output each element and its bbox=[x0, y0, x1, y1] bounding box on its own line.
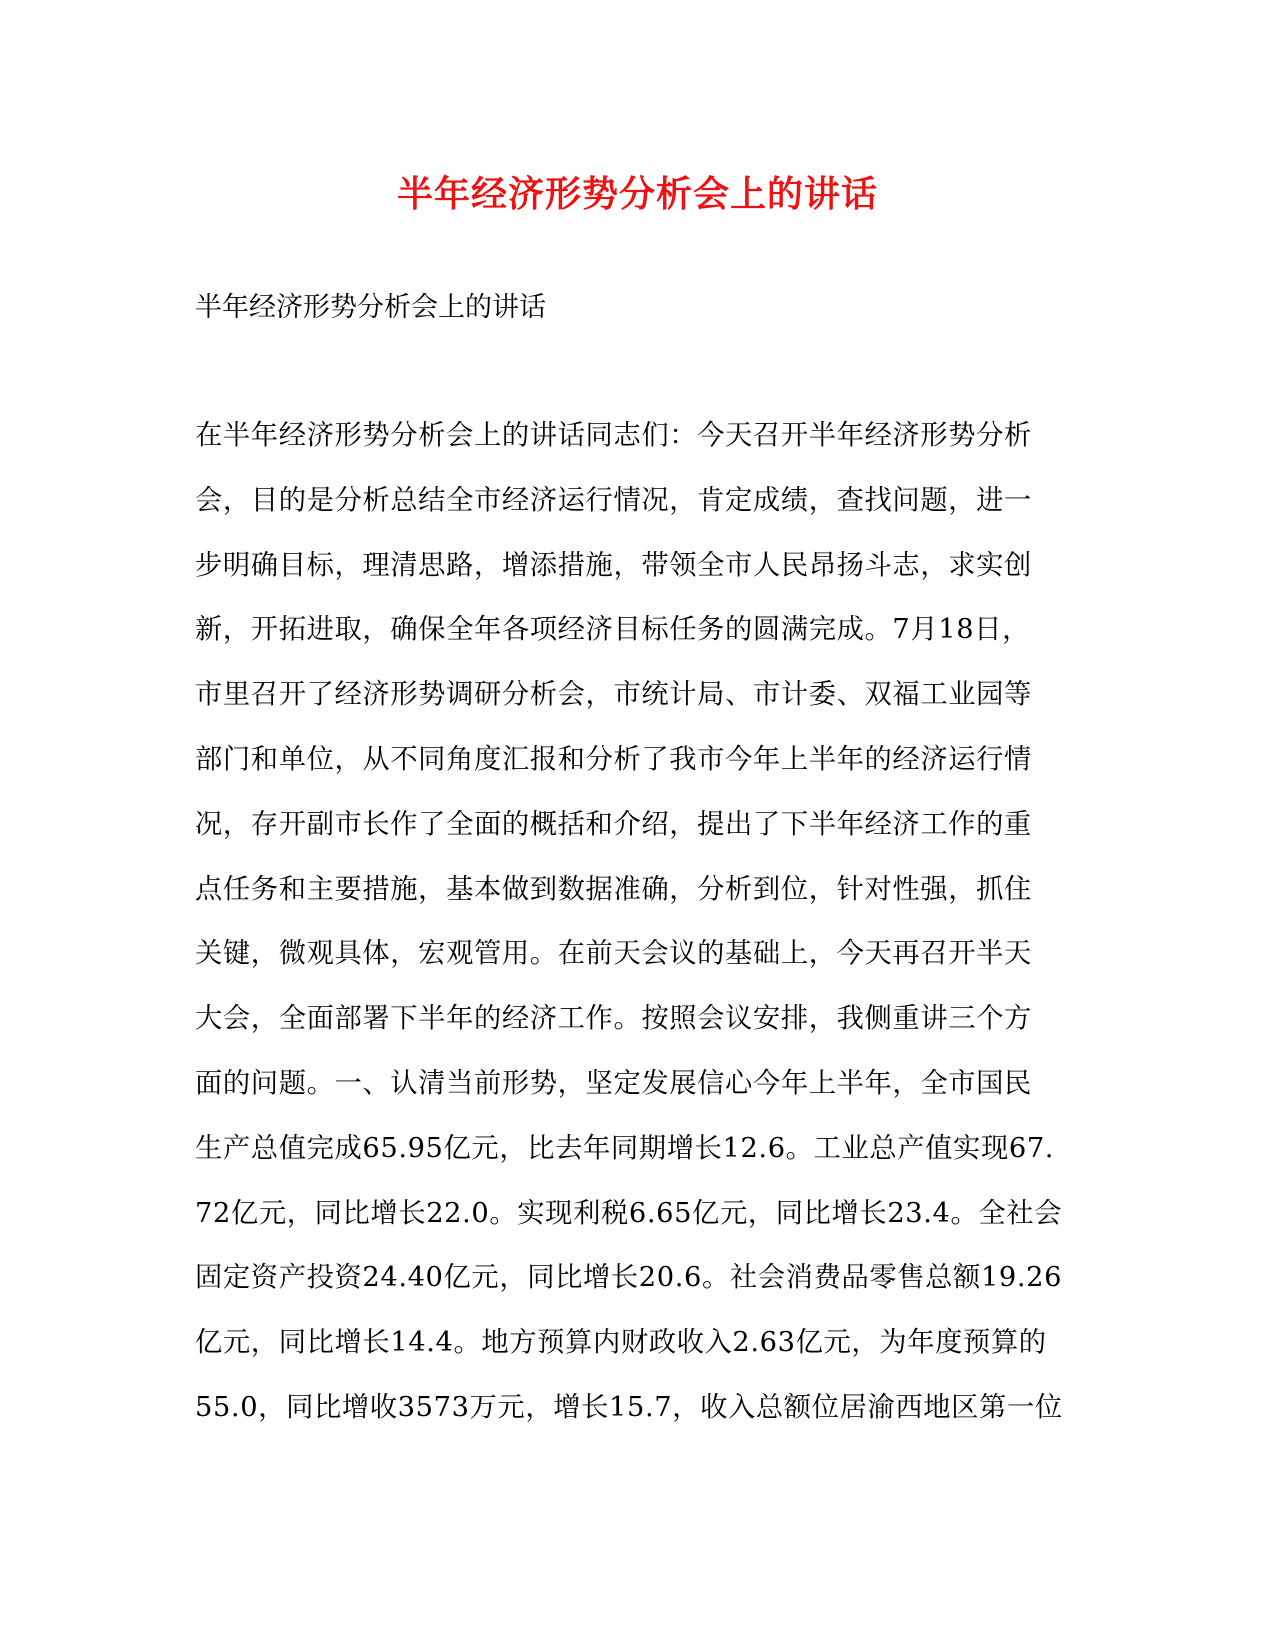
body-line: 72亿元，同比增长22.0。实现利税6.65亿元，同比增长23.4。全社会 bbox=[195, 1197, 1063, 1229]
body-line: 亿元，同比增长14.4。地方预算内财政收入2.63亿元，为年度预算的 bbox=[195, 1327, 1047, 1359]
body-line: 会，目的是分析总结全市经济运行情况，肯定成绩，查找问题，进一 bbox=[195, 484, 1032, 516]
body-line: 部门和单位，从不同角度汇报和分析了我市今年上半年的经济运行情 bbox=[195, 743, 1032, 775]
body-line: 步明确目标，理清思路，增添措施，带领全市人民昂扬斗志，求实创 bbox=[195, 549, 1032, 581]
document-subtitle: 半年经济形势分析会上的讲话 bbox=[195, 292, 546, 323]
body-line: 关键，微观具体，宏观管用。在前天会议的基础上，今天再召开半天 bbox=[195, 938, 1032, 970]
body-line: 面的问题。一、认清当前形势，坚定发展信心今年上半年，全市国民 bbox=[195, 1067, 1032, 1099]
body-line: 55.0，同比增收3573万元，增长15.7，收入总额位居渝西地区第一位 bbox=[195, 1391, 1063, 1423]
body-line: 大会，全面部署下半年的经济工作。按照会议安排，我侧重讲三个方 bbox=[195, 1003, 1032, 1035]
body-line: 点任务和主要措施，基本做到数据准确，分析到位，针对性强，抓住 bbox=[195, 873, 1032, 905]
document-body bbox=[195, 416, 1075, 1453]
body-line: 生产总值完成65.95亿元，比去年同期增长12.6。工业总产值实现67. bbox=[195, 1132, 1055, 1164]
body-line: 况，存开副市长作了全面的概括和介绍，提出了下半年经济工作的重 bbox=[195, 808, 1032, 840]
body-line: 新，开拓进取，确保全年各项经济目标任务的圆满完成。7月18日， bbox=[195, 614, 1031, 646]
body-line: 市里召开了经济形势调研分析会，市统计局、市计委、双福工业园等 bbox=[195, 679, 1032, 711]
document-title: 半年经济形势分析会上的讲话 bbox=[396, 173, 878, 215]
body-line: 固定资产投资24.40亿元，同比增长20.6。社会消费品零售总额19.26 bbox=[195, 1262, 1063, 1294]
body-line: 在半年经济形势分析会上的讲话同志们：今天召开半年经济形势分析 bbox=[195, 420, 1032, 451]
